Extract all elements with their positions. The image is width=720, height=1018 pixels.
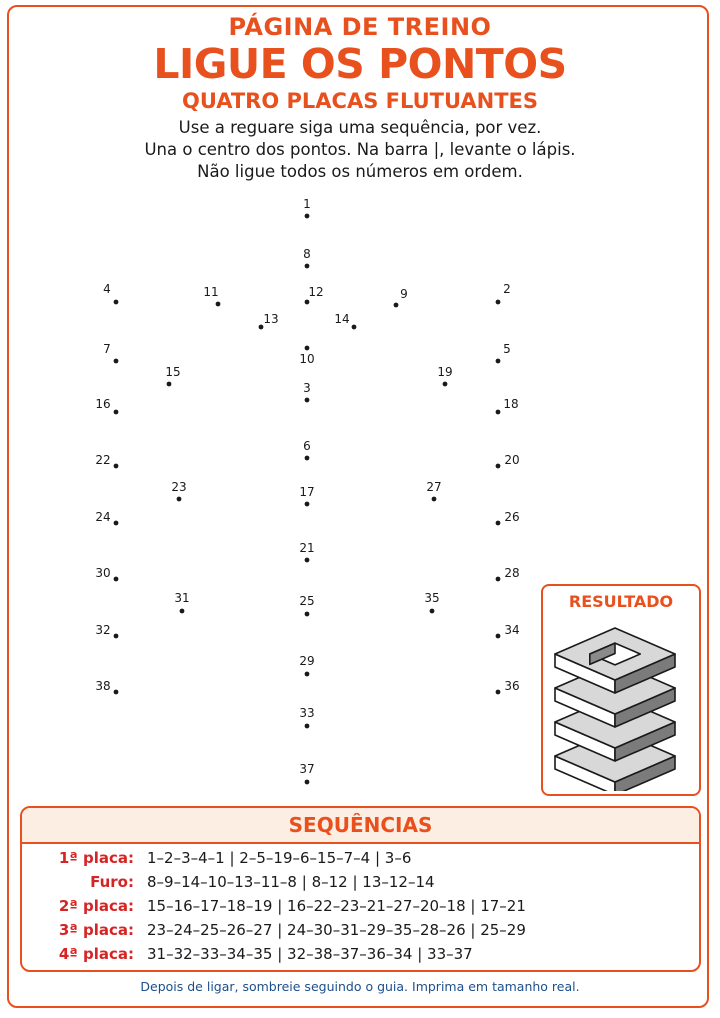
dot-number-label: 10 [299,352,315,366]
dot-27 [426,480,441,501]
dot-point [496,464,501,469]
dot-point [305,346,310,351]
sequences-header [22,808,699,844]
sequence-value: 15–16–17–18–19 | 16–22–23–21–27–20–18 | 17–21 [147,897,526,915]
dot-number-label: 22 [95,453,111,467]
dot-10 [299,346,314,366]
dot-point [305,502,310,507]
dot-point [496,634,501,639]
dot-point [443,382,448,387]
dot-point [177,497,182,502]
sequence-label: 1ª placa: [58,849,134,867]
dot-point [305,672,310,677]
dot-13 [259,312,279,329]
dot-26 [496,510,520,525]
dot-point [114,577,119,582]
page-subtitle: QUATRO PLACAS FLUTUANTES [181,89,539,113]
dot-14 [334,312,356,329]
dot-number-label: 31 [174,591,190,605]
dot-point [114,464,119,469]
dot-19 [437,365,452,386]
dot-number-label: 25 [299,594,315,608]
dot-number-label: 13 [263,312,279,326]
dot-point [432,497,437,502]
dot-number-label: 19 [437,365,453,379]
dot-8 [303,247,311,268]
dot-23 [171,480,186,501]
dot-number-label: 14 [334,312,350,326]
dot-6 [303,439,311,460]
dot-17 [299,485,314,506]
dot-number-label: 27 [426,480,442,494]
dot-number-label: 5 [503,342,511,356]
footer-note: Depois de ligar, sombreie seguindo o guia. Imprima em tamanho real. [140,979,580,994]
dot-number-label: 15 [165,365,181,379]
dot-point [352,325,357,330]
dot-37 [299,762,314,784]
dot-31 [174,591,189,613]
dot-16 [95,397,118,414]
dot-number-label: 3 [303,381,311,395]
dot-34 [496,623,520,638]
dot-point [305,612,310,617]
dot-number-label: 18 [503,397,519,411]
dot-point [180,609,185,614]
dot-7 [103,342,118,363]
dot-32 [95,623,118,638]
sequence-row [22,945,699,969]
dot-point [114,359,119,364]
dot-number-label: 26 [504,510,520,524]
sequence-value: 8–9–14–10–13–11–8 | 8–12 | 13–12–14 [147,873,435,891]
dot-number-label: 4 [103,282,111,296]
dot-3 [303,381,311,402]
dot-point [305,456,310,461]
dot-number-label: 6 [303,439,311,453]
dot-point [305,264,310,269]
dot-30 [95,566,118,581]
dot-24 [95,510,118,525]
result-panel [541,584,701,796]
dot-33 [299,706,314,728]
dot-number-label: 7 [103,342,111,356]
dot-15 [165,365,180,386]
dot-point [167,382,172,387]
dot-number-label: 35 [424,591,440,605]
dot-number-label: 36 [504,679,520,693]
sequences-panel [20,806,701,972]
dot-point [216,302,221,307]
dot-18 [496,397,519,414]
dot-number-label: 2 [503,282,511,296]
sequence-label: Furo: [90,873,134,891]
instruction-line: Não ligue todos os números em ordem. [197,162,523,181]
dot-point [496,521,501,526]
dot-5 [496,342,511,363]
dot-point [496,359,501,364]
dot-number-label: 11 [203,285,219,299]
dot-point [305,398,310,403]
dot-number-label: 37 [299,762,315,776]
sequence-row [22,873,699,897]
instruction-line: Una o centro dos pontos. Na barra |, levante o lápis. [144,140,576,159]
sequence-value: 23–24–25–26–27 | 24–30–31–29–35–28–26 | 25–29 [147,921,526,939]
dot-21 [299,541,314,562]
dot-number-label: 23 [171,480,187,494]
dot-number-label: 16 [95,397,111,411]
sequence-row [22,849,699,873]
dot-20 [496,453,520,468]
dot-36 [496,679,520,694]
dot-point [114,690,119,695]
dot-number-label: 17 [299,485,315,499]
dot-point [305,724,310,729]
dot-number-label: 34 [504,623,520,637]
result-title: RESULTADO [568,592,674,611]
instruction-line: Use a reguare siga uma sequência, por vez. [178,118,542,137]
dot-number-label: 21 [299,541,315,555]
dot-9 [394,287,408,307]
dot-point [394,303,399,308]
dot-11 [203,285,220,306]
dot-number-label: 30 [95,566,111,580]
dot-point [114,521,119,526]
dot-point [496,690,501,695]
dot-25 [299,594,314,616]
sequences-title: SEQUÊNCIAS [288,813,433,837]
dot-number-label: 33 [299,706,315,720]
dot-point [305,300,310,305]
dot-number-label: 38 [95,679,111,693]
dot-point [114,300,119,305]
dot-number-label: 24 [95,510,111,524]
dot-point [496,410,501,415]
dot-35 [424,591,439,613]
sequence-label: 4ª placa: [58,945,134,963]
dot-point [114,634,119,639]
dot-point [496,300,501,305]
dot-point [305,558,310,563]
dot-number-label: 32 [95,623,111,637]
dot-number-label: 28 [504,566,520,580]
stacked-plates-illustration [553,616,693,791]
dot-number-label: 8 [303,247,311,261]
dot-29 [299,654,314,676]
dot-22 [95,453,118,468]
sequence-label: 3ª placa: [58,921,134,939]
sequence-row [22,921,699,945]
dot-point [305,780,310,785]
dot-number-label: 29 [299,654,315,668]
dot-number-label: 9 [400,287,408,301]
dot-point [430,609,435,614]
dot-2 [496,282,511,304]
sequence-value: 31–32–33–34–35 | 32–38–37–36–34 | 33–37 [147,945,473,963]
dot-point [114,410,119,415]
dot-number-label: 1 [303,197,311,211]
dot-12 [305,285,324,304]
sequence-value: 1–2–3–4–1 | 2–5–19–6–15–7–4 | 3–6 [147,849,412,867]
page-kicker: PÁGINA DE TREINO [228,13,492,41]
dot-number-label: 12 [308,285,324,299]
sequence-row [22,897,699,921]
sequence-label: 2ª placa: [58,897,134,915]
dot-38 [95,679,118,694]
dot-number-label: 20 [504,453,520,467]
page-title: LIGUE OS PONTOS [153,40,567,88]
dot-1 [303,197,311,218]
dot-28 [496,566,520,581]
dot-point [496,577,501,582]
dot-4 [103,282,118,304]
dot-point [305,214,310,219]
